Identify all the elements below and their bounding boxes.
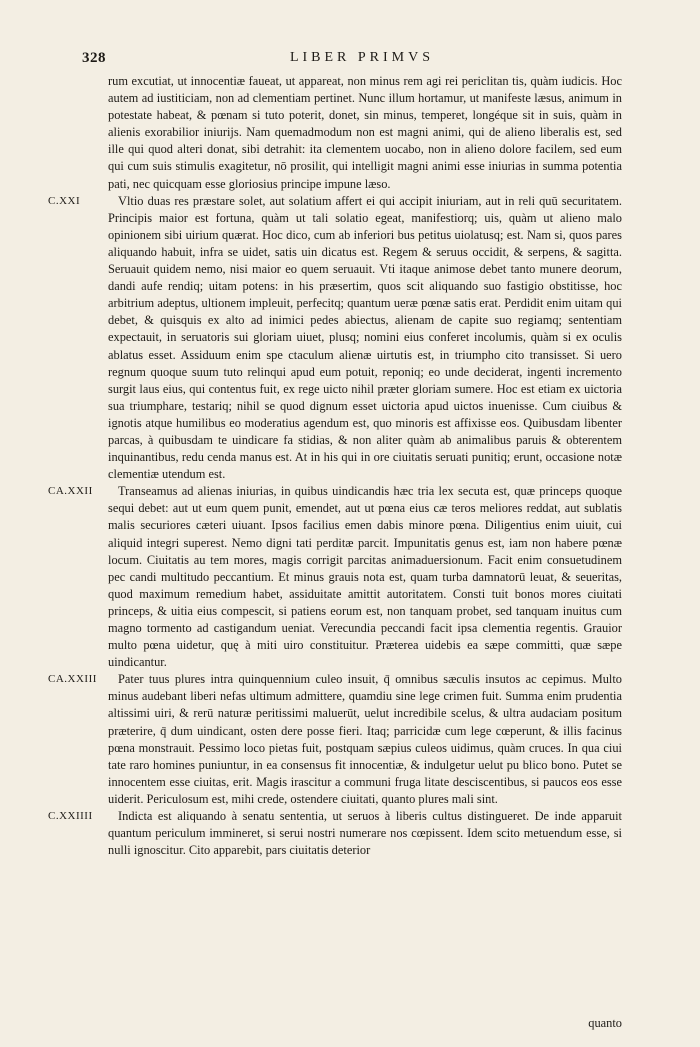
paragraph <box>48 671 622 808</box>
chapter-marker: CA.XXIII <box>48 673 97 686</box>
paragraph <box>108 73 622 193</box>
paragraph <box>48 483 622 671</box>
paragraph-text: Transeamus ad alienas iniurias, in quibus uindicandis hæc tria lex secuta est, quæ princeps quoque sequi debet: aut ut eum quem punit, emendet, aut ut pœna eius cæ teros meliores reddat, aut sublatis malis securiores cæteri uiuant. Ipsos facilius emen dabis minore pœna. Diligentius enim uiuit, cui aliquid integri superest. Nemo digni tati perditæ parcit. Impunitatis genus est, iam non habere pœnæ locum. Ciuitatis au tem mores, magis corrigit parcitas animaduersionum. Facit enim consuetudinem pec candi multitudo peccantium. Et minus grauis nota est, quam turba damnatorū leuat, & seueritas, quod maximum remedium habet, assiduitate amittit autoritatem. Consti tuit bonos mores ciuitati princeps, & uitia eius compescit, si patiens eorum est, non tanquam probet, sed tanquam inuitus cum magno tormento ad castigandum ueniat. Verecundia peccandi facit ipsa clementia regentis. Grauior multo pœna uidetur, quę à miti uiro constituitur. Præterea uidebis ea sæpe committi, quæ sæpe uindicantur. <box>108 484 622 670</box>
paragraph-text: Vltio duas res præstare solet, aut solatium affert ei qui accipit iniuriam, aut in reli quū securitatem. Principis maior est fortuna, quàm ut tali solatio egeat, manifestiorq; uis, quàm ut alieno malo opinionem sibi uirium quærat. Hoc dico, cum ab inferiori bus petitus uiolatusq; est. Nam si, quos pares aliquando habuit, infra se uidet, satis uin dicatus est. Regem & seruus occidit, & serpens, & sagitta. Seruauit quidem nemo, nisi maior eo quem seruauit. Vti itaque animose debet tanto munere deorum, dandi aufe rendiq; uitam potens: in his præsertim, quos scit aliquando suo fastigio obstitisse, hoc arbitrium adeptus, ultionem impleuit, perfecitq; quantum ueræ pœnæ satis erat. Perdidit enim uitam qui debet, & quisquis ex alto ad inimici pedes abiectus, alienam de capite suo regiamq; sententiam expectauit, in seruatoris sui gloriam uiuet, plusq; nomini eius conferet incolumis, quàm si ex oculis ablatus esset. Assiduum enim spe ctaculum alienæ uirtutis est, in triumpho cito transisset. Si uero regnum quoque suum tuto relinqui apud eum potuit, reponiq; eo unde deciderat, ingenti incremento surgit laus eius, qui contentus fuit, ex rege uicto nihil præter gloriam sumere. Hoc est etiam ex uictoria sua triumphare, testariq; nihil se quod dignum esset uictoria apud uictos inuenisse. Cum ciuibus & ignotis atque humilibus eo moderatius agendum est, quo minoris est affixisse eos. Quibusdam libenter parcas, à quibusdam te uindicare fa stidias, & non aliter quàm ab animalibus paruis & obterentem inquinantibus, redu cenda manus est. At in his qui in ore ciuitatis seruati punitiq; erunt, occasione notæ clementiæ utendum est. <box>108 193 622 482</box>
paragraph-text: Pater tuus plures intra quinquennium culeo insuit, q̄ omnibus sæculis insutos ac cepimus. Multo minus audebant liberi nefas ultimum admittere, quamdiu sine lege crimen fuit. Summa enim prudentia altissimi uiri, & rerū naturæ peritissimi maluerūt, uelut incredibile scelus, & ultra audaciam positum præterire, q̄ dum uindicant, osten dere posse fieri. Itaq; parricidæ cum lege cœperunt, & illis facinus pœna monstrauit. Pessimo loco pietas fuit, postquam sæpius culeos uidimus, quàm cruces. In qua ciui tate raro homines puniuntur, in ea consensus fit innocentiæ, & indulgetur uelut pu blico bono. Putet se innocentem esse ciuitas, erit. Magis irascitur a communi fruga litate desciscentibus, si paucos eos esse uiderit. Periculosum est, mihi crede, ostendere ciuitati, quanto plures mali sint. <box>108 672 622 806</box>
paragraph <box>48 193 622 484</box>
chapter-marker: C.XXIIII <box>48 810 93 823</box>
catchword: quanto <box>588 1016 622 1030</box>
chapter-marker: C.XXI <box>48 194 81 207</box>
chapter-marker: CA.XXII <box>48 485 93 498</box>
paragraph <box>48 808 622 859</box>
paragraph-text: rum excutiat, ut innocentiæ faueat, ut appareat, non minus rem agi rei periclitan tis, quàm iudicis. Hoc autem ad iustiticiam, non ad clementiam pertinet. Nunc illum hortamur, ut manifeste læsus, animum in potestate habeat, & pœnam si tuto poterit, donet, sin minus, temperet, longéque sit in suis, quàm in alienis exorabilior iniurijs. Nam quemadmodum non est magni animi, qui de alieno liberalis est, sed ille qui quod alteri donat, sibi detrahit: ita clementem uocabo, non in alieno dolore facilem, sed eum qui cum suis stimulis exagitetur, nō prosilit, qui intelligit magni animi esse iniurias in summa potentia pati, nec quicquam esse gloriosius principe impune læso. <box>108 74 622 191</box>
page-number: 328 <box>82 50 106 66</box>
paragraph-text: Indicta est aliquando à senatu sententia, ut seruos à liberis cultus distingueret. De inde apparuit quantum periculum immineret, si serui nostri numerare nos cœpissent. Idem scito metuendum esse, si nulli ignoscitur. Cito apparebit, pars ciuitatis deterior <box>108 809 622 858</box>
page-header <box>82 50 642 72</box>
running-title: LIBER PRIMVS <box>289 50 435 65</box>
main-text <box>48 73 622 859</box>
